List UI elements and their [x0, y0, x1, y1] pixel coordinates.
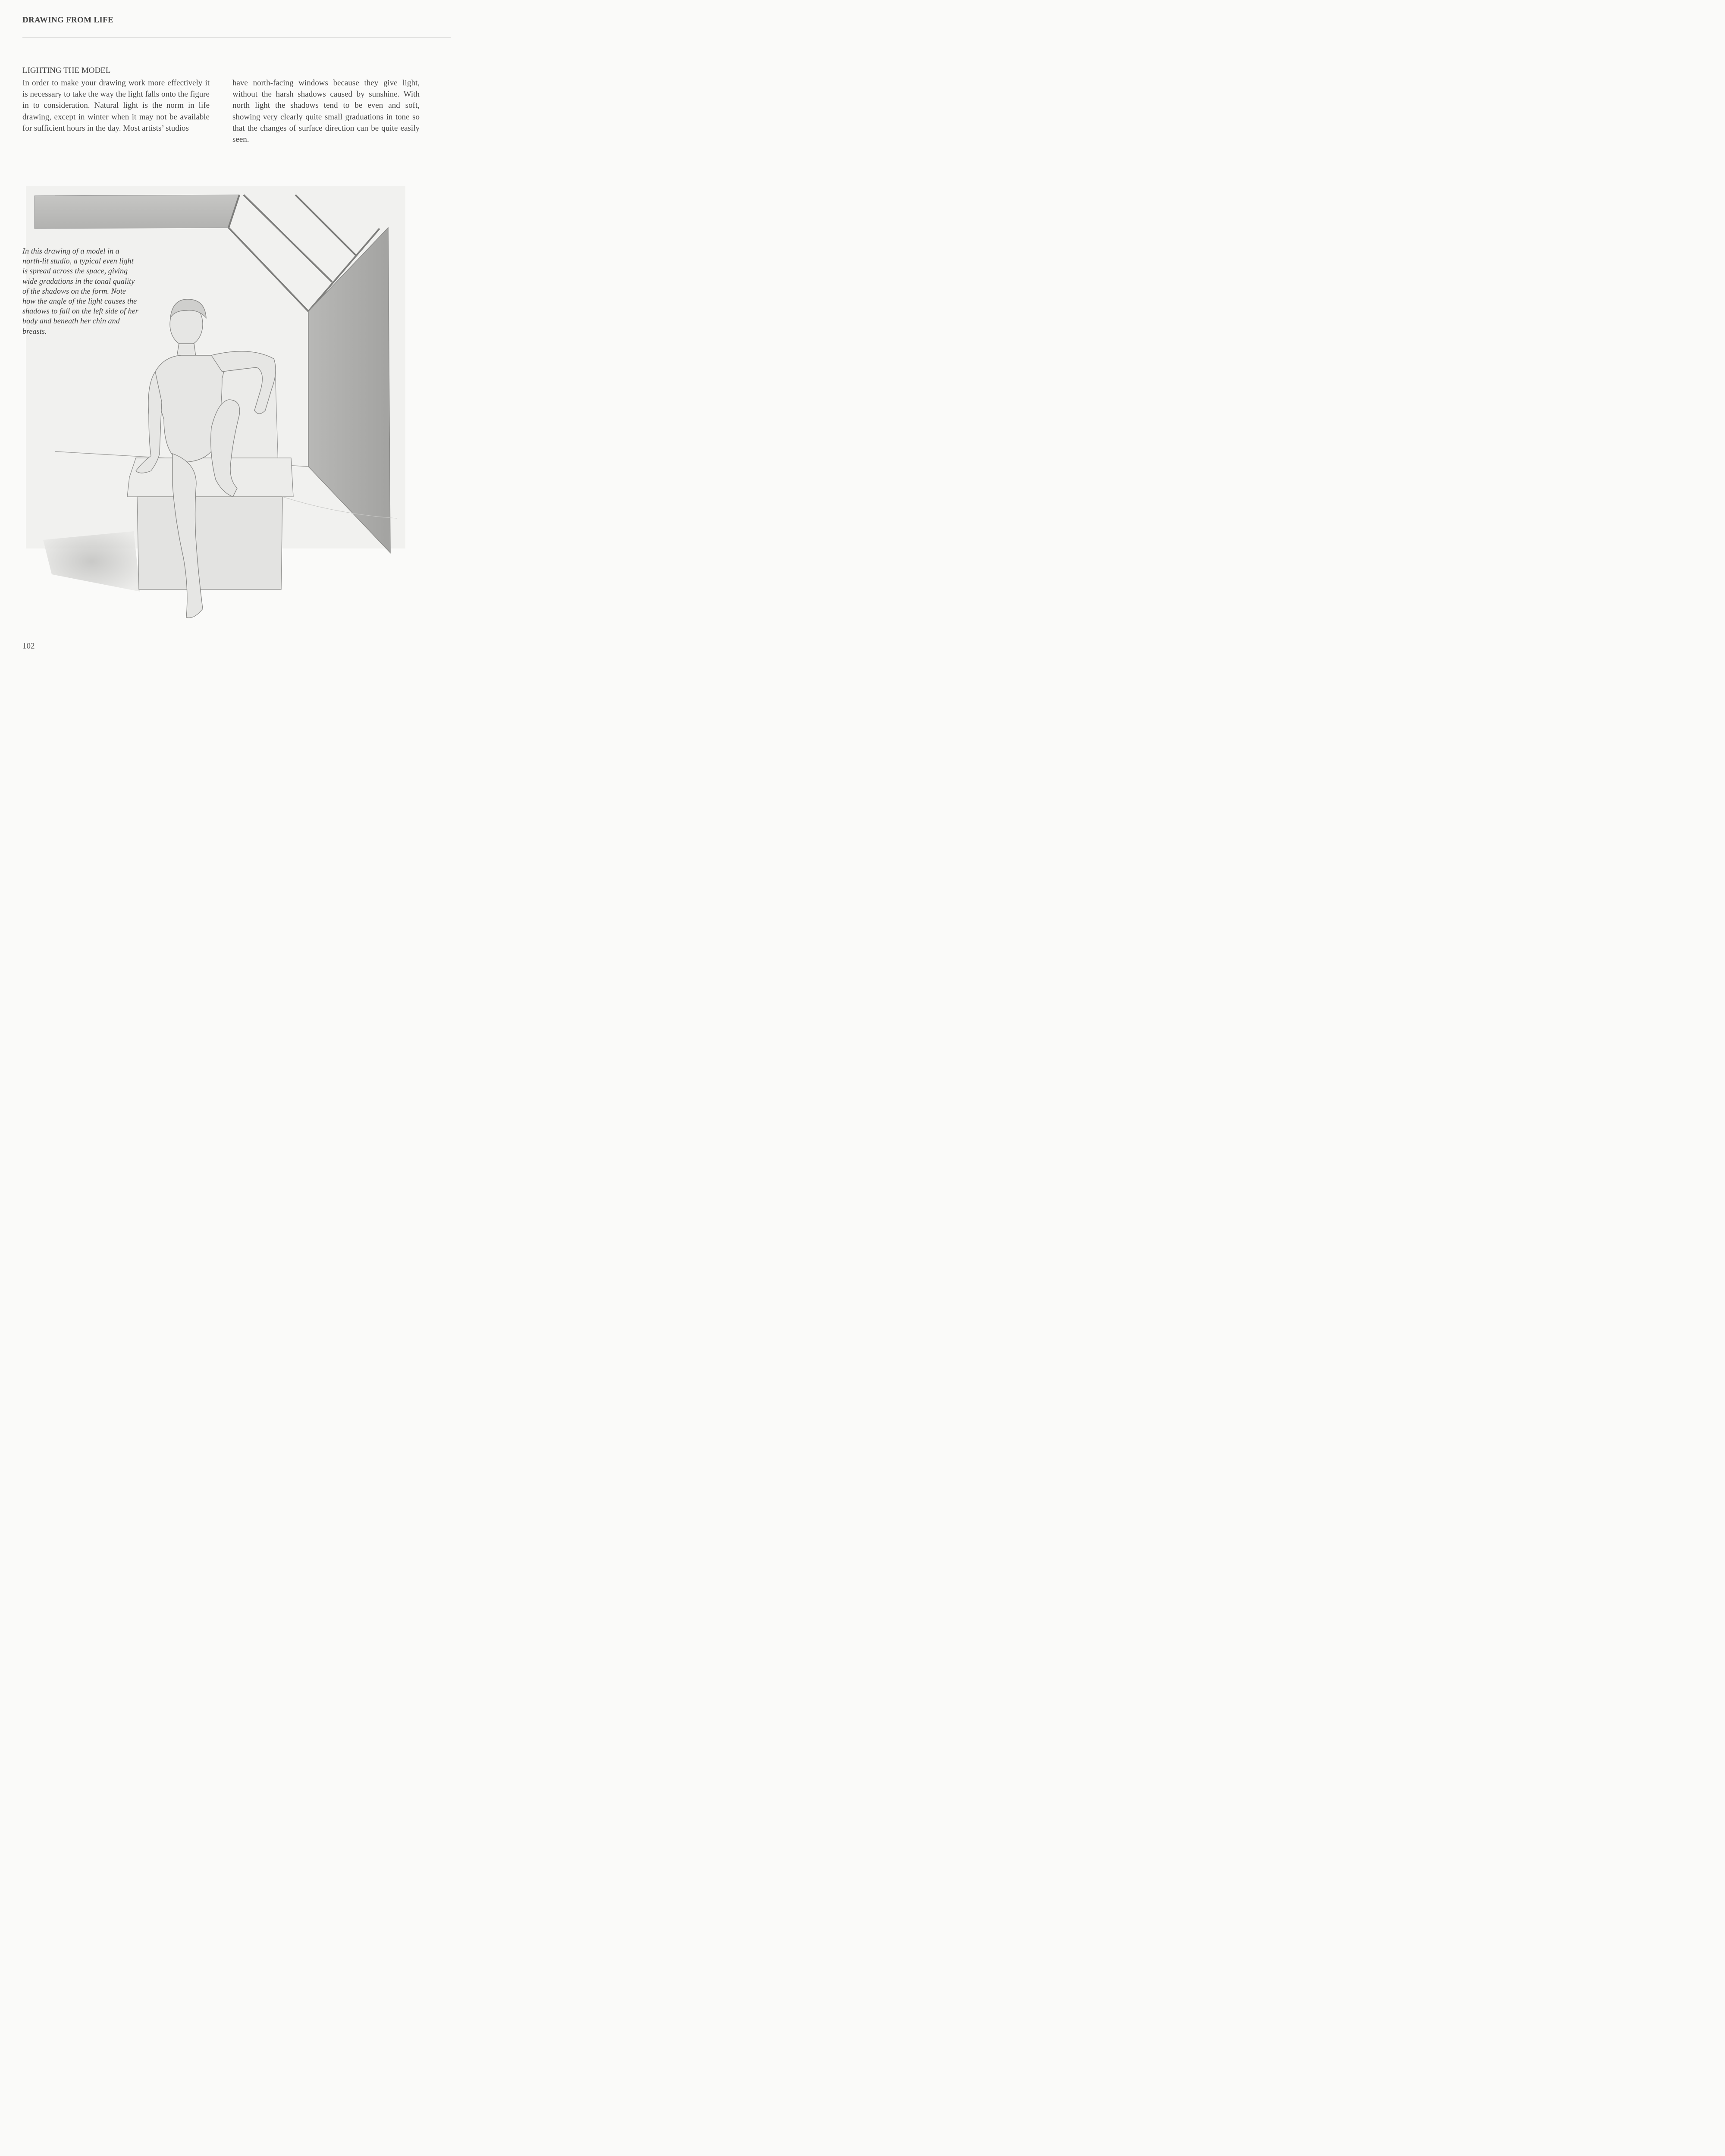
page-number: 102 [22, 642, 35, 651]
illustration-caption: In this drawing of a model in a north-lit studio, a typical even light is spread across the space, giving wide gradations in the tonal quality of the shadows on the form. Note how the angle of the light causes the shadows to fall on the left side of her body and beneath her chin and breasts. [22, 247, 138, 335]
running-head: DRAWING FROM LIFE [22, 16, 113, 25]
ceiling-beam [34, 195, 239, 229]
show-through-left [22, 146, 210, 154]
bench-block [137, 497, 282, 589]
header-rule [22, 37, 451, 38]
body-column-right: have north-facing windows because they give light, without the harsh shadows caused by sunshine. With north light the shadows tend to be even and soft, showing very clearly quite small graduations in tone so that the changes of surface direction can be quite easily seen. [232, 78, 420, 144]
body-column-left: In order to make your drawing work more effectively it is necessary to take the way the light falls onto the figure in to consideration. Natural light is the norm in life drawing, except in winter when it may not be available for sufficient hours in the day. Most artists’ studios [22, 78, 210, 133]
floor-shadow [43, 531, 140, 592]
section-heading: LIGHTING THE MODEL [22, 66, 111, 75]
